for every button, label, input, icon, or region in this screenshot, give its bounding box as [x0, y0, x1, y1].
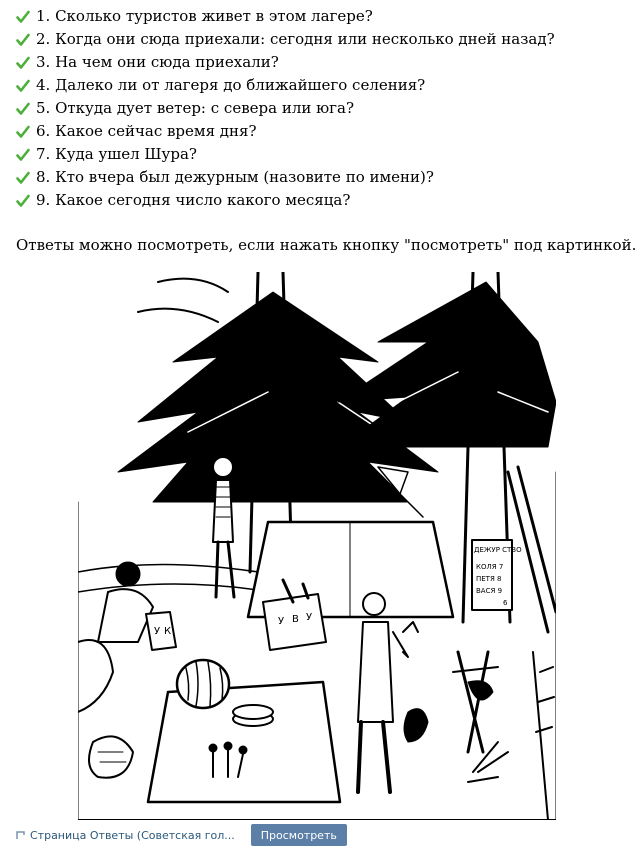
question-item	[16, 189, 555, 212]
link-icon	[16, 831, 25, 840]
check-icon	[16, 148, 30, 162]
check-icon	[16, 56, 30, 70]
check-icon	[16, 33, 30, 47]
page-link[interactable]	[16, 829, 235, 842]
question-item	[16, 28, 555, 51]
question-item	[16, 51, 555, 74]
attachment-bar	[16, 824, 347, 846]
check-icon	[16, 125, 30, 139]
question-text: 8. Кто вчера был дежурным (назовите по имени)?	[36, 168, 434, 186]
question-text: 6. Какое сейчас время дня?	[36, 122, 257, 140]
duty-board-entry: ВАСЯ 9	[476, 587, 503, 595]
check-icon	[16, 10, 30, 24]
question-text: 9. Какое сегодня число какого месяца?	[36, 191, 351, 209]
check-icon	[16, 171, 30, 185]
check-icon	[16, 102, 30, 116]
question-text: 2. Когда они сюда приехали: сегодня или несколько дней назад?	[36, 30, 555, 48]
question-text: 4. Далеко ли от лагеря до ближайшего селения?	[36, 76, 426, 94]
duty-board-entry: 6	[503, 599, 508, 607]
question-text: 3. На чем они сюда приехали?	[36, 53, 279, 71]
question-list	[16, 5, 555, 212]
question-item	[16, 166, 555, 189]
bag-letter: У	[154, 626, 161, 637]
duty-board-entry: ПЕТЯ 8	[476, 575, 502, 583]
check-icon	[16, 79, 30, 93]
duty-board-title: ДЕЖУР СТВО	[474, 546, 522, 554]
camp-illustration	[78, 272, 556, 820]
question-item	[16, 5, 555, 28]
duty-board-entry: КОЛЯ 7	[476, 563, 504, 571]
question-item	[16, 97, 555, 120]
check-icon	[16, 194, 30, 208]
crate-letter: В	[292, 614, 299, 625]
view-button[interactable]: Просмотреть	[251, 824, 347, 846]
question-item	[16, 74, 555, 97]
question-text: 7. Куда ушел Шура?	[36, 145, 197, 163]
crate-letter: У	[278, 616, 285, 627]
question-item	[16, 120, 555, 143]
question-text: 1. Сколько туристов живет в этом лагере?	[36, 7, 373, 25]
answers-note: Ответы можно посмотреть, если нажать кнопку "посмотреть" под картинкой.	[16, 236, 637, 254]
crate-letter: У	[306, 612, 313, 623]
question-text: 5. Откуда дует ветер: с севера или юга?	[36, 99, 355, 117]
bag-letter: К	[164, 626, 172, 637]
question-item	[16, 143, 555, 166]
page-link-text: Страница Ответы (Советская гол...	[30, 828, 235, 842]
